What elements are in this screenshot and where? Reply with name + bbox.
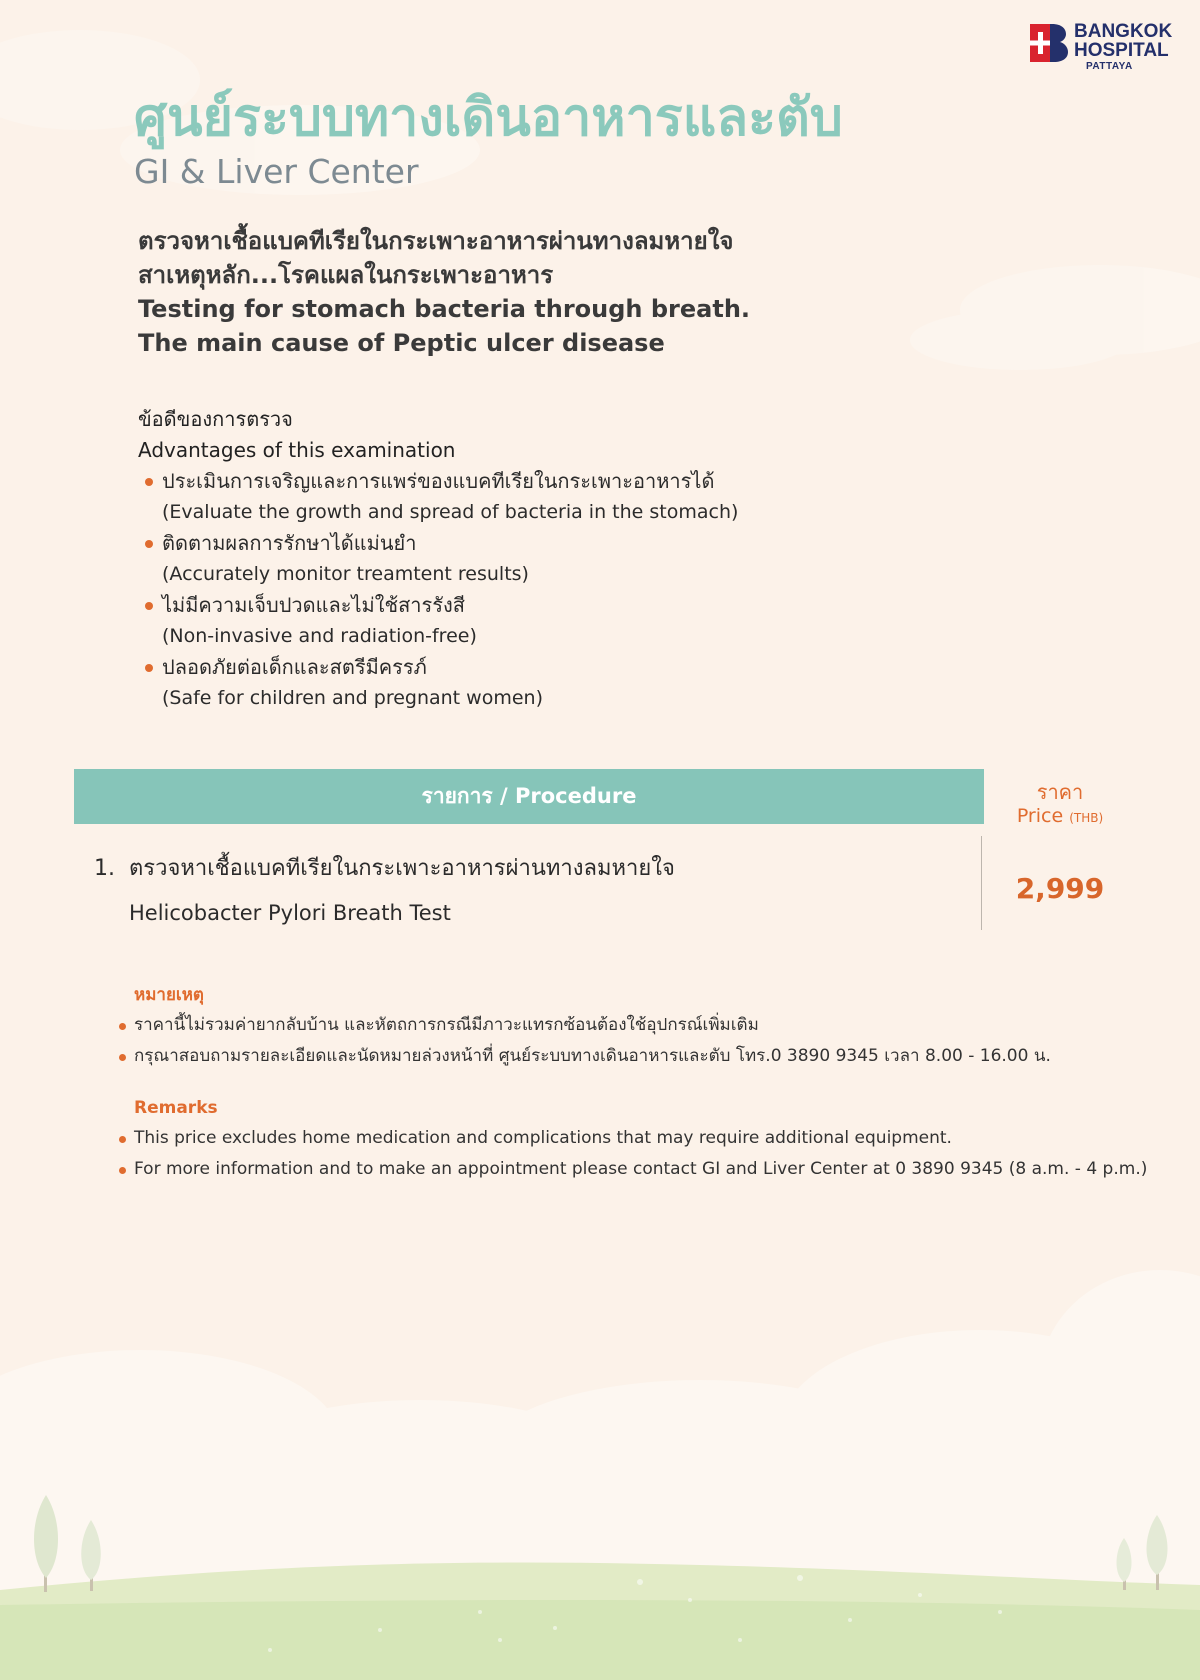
column-divider [981,836,982,930]
price-header-thai: ราคา [1036,780,1084,804]
price-header-unit: (THB) [1069,811,1104,825]
note-item: ราคานี้ไม่รวมค่ายากลับบ้าน และหัตถการกรณีมีภาวะแทรกซ้อนต้องใช้อุปกรณ์เพิ่มเติม [116,1010,1186,1041]
procedure-column-header: รายการ / Procedure [74,769,984,824]
advantage-english: (Safe for children and pregnant women) [162,687,543,709]
headline-line: The main cause of Peptic ulcer disease [138,329,665,357]
notes-heading-english: Remarks [134,1098,218,1118]
price-header-english [985,804,1135,830]
advantage-item [138,590,738,652]
note-item: กรุณาสอบถามรายละเอียดและนัดหมายล่วงหน้าที่ ศูนย์ระบบทางเดินอาหารและตับ โทร.0 3890 9345 เวลา 8.00 - 16.00 น. [116,1041,1186,1072]
note-item: This price excludes home medication and complications that may require additional equipment. [116,1123,1186,1154]
price-header-label: Price [1016,805,1064,827]
advantage-thai: ไม่มีความเจ็บปวดและไม่ใช้สารรังสี [162,593,465,617]
hospital-logo [1028,22,1178,76]
notes-list-english [116,1123,1186,1185]
headline-block [138,224,750,360]
headline-line: Testing for stomach bacteria through breath. [138,295,751,323]
notes-heading-thai: หมายเหตุ [134,985,204,1005]
procedure-name-thai: ตรวจหาเชื้อแบคทีเรียในกระเพาะอาหารผ่านทางลมหายใจ [129,856,675,881]
spacer [116,1072,1186,1093]
advantage-item [138,652,738,714]
advantage-item [138,528,738,590]
notes-section [116,980,1186,1185]
logo-line-1: BANGKOK [1074,21,1173,42]
row-number: 1. [94,856,115,881]
note-item: For more information and to make an appointment please contact GI and Liver Center at 0 3890 9345 (8 a.m. - 4 p.m.) [116,1154,1186,1185]
headline-line: ตรวจหาเชื้อแบคทีเรียในกระเพาะอาหารผ่านทางลมหายใจ [138,227,734,255]
advantages-list [138,466,738,714]
advantage-english: (Accurately monitor treamtent results) [162,563,529,585]
logo-line-3: PATTAYA [1086,61,1133,72]
hospital-cross-icon [1030,24,1068,62]
advantages-section [138,404,738,714]
headline-line: สาเหตุหลัก...โรคแผลในกระเพาะอาหาร [138,261,554,289]
notes-list-thai [116,1010,1186,1072]
advantages-heading-english: Advantages of this examination [138,438,456,462]
advantage-thai: ประเมินการเจริญและการแพร่ของแบคทีเรียในกระเพาะอาหารได้ [162,469,715,493]
advantage-english: (Evaluate the growth and spread of bacteria in the stomach) [162,501,739,523]
advantage-thai: ปลอดภัยต่อเด็กและสตรีมีครรภ์ [162,655,427,679]
advantages-heading-thai: ข้อดีของการตรวจ [138,407,293,431]
advantage-thai: ติดตามผลการรักษาได้แม่นยำ [162,531,417,555]
logo-wordmark [1074,22,1172,74]
logo-line-2: HOSPITAL [1074,40,1169,61]
price-column-header [985,780,1135,830]
page-title-thai: ศูนย์ระบบทางเดินอาหารและตับ [134,88,843,148]
procedure-price: 2,999 [1015,872,1105,905]
page-title-english: GI & Liver Center [134,152,419,191]
advantage-item [138,466,738,528]
procedure-name-english: Helicobacter Pylori Breath Test [129,901,451,925]
advantage-english: (Non-invasive and radiation-free) [162,625,477,647]
